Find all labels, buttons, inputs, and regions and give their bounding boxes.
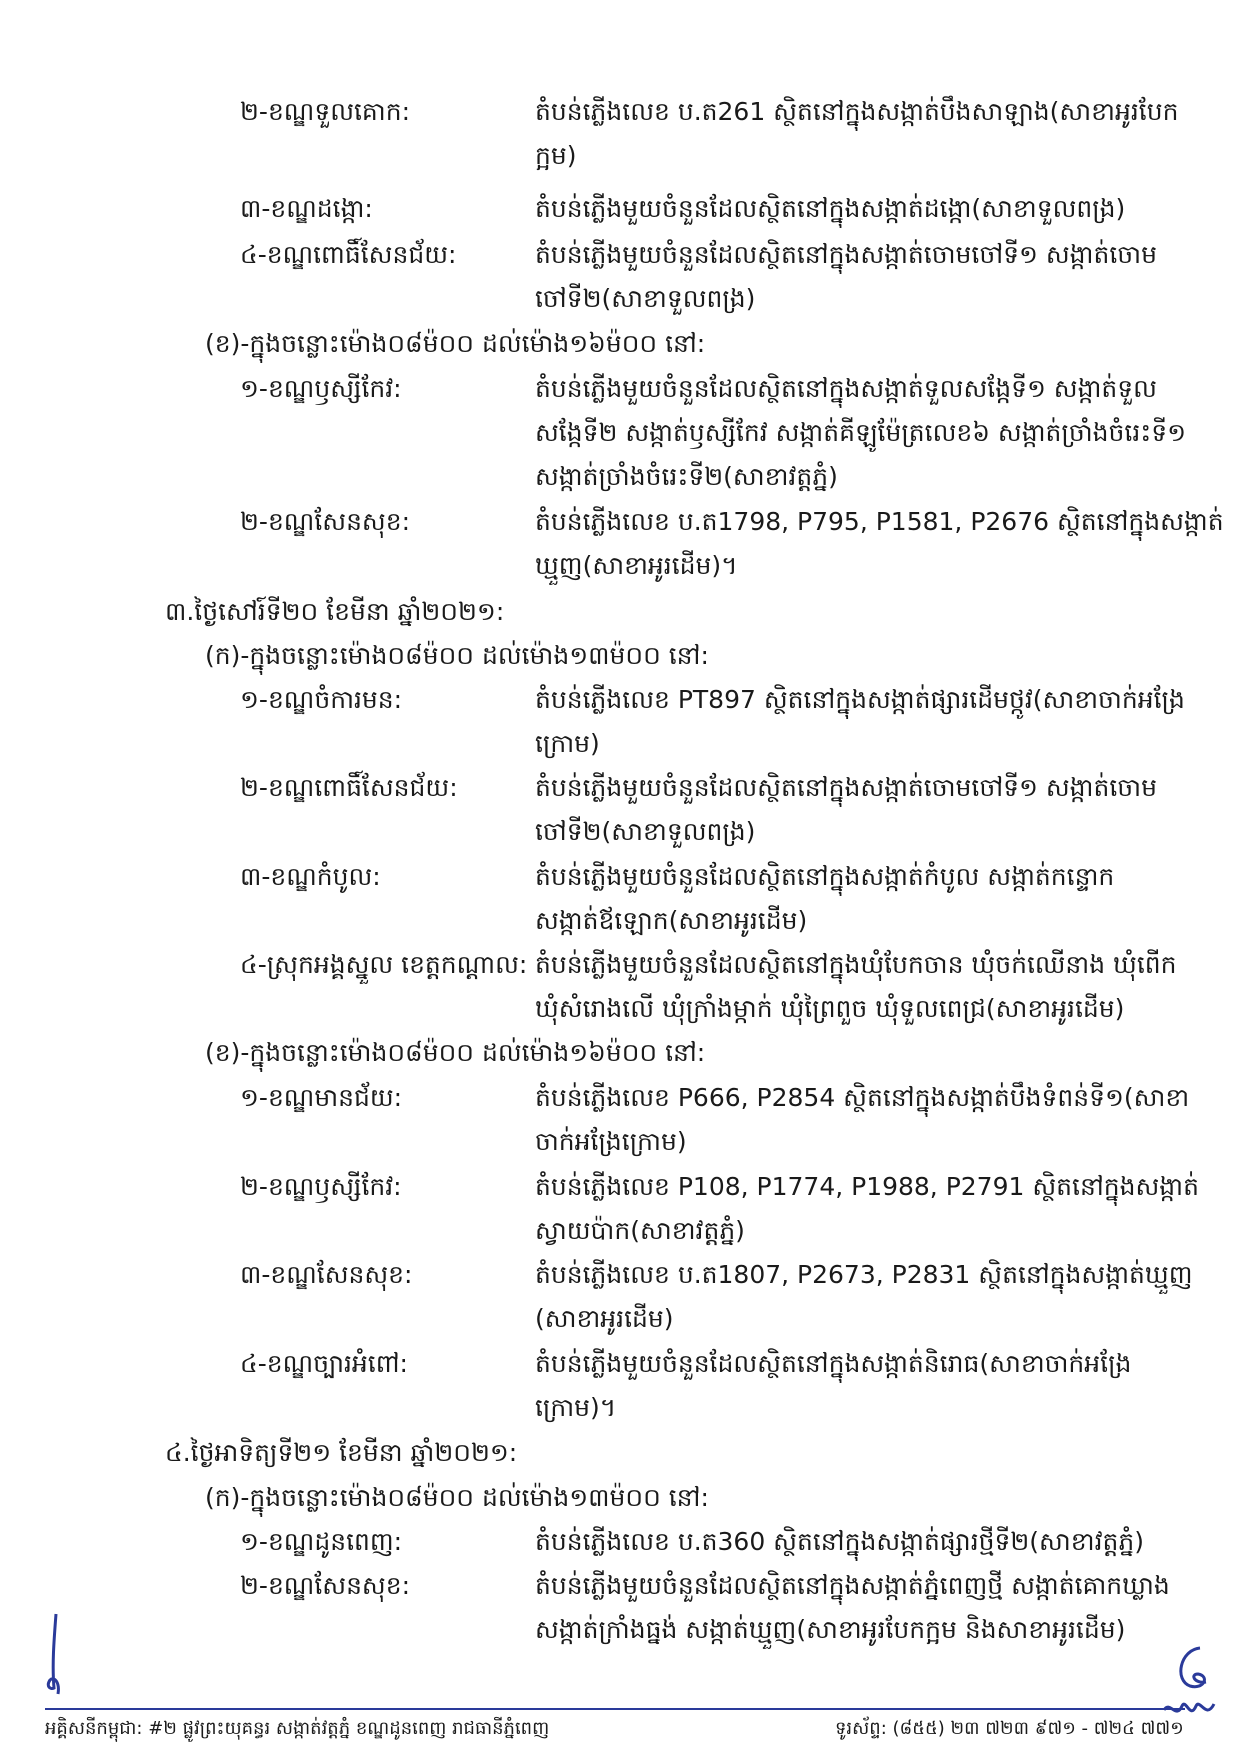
description-line: តំបន់ភ្លើងមួយចំនួនដែលស្ថិតនៅក្នុងសង្កាត់ចោមចៅទី១ សង្កាត់ចោម — [535, 773, 1157, 802]
district-label: ២-ខណ្ឌពោធិ៍សែនជ័យ: — [240, 773, 458, 802]
district-description — [535, 855, 1170, 943]
footer-phone: ទូរស័ព្ទ: (៨៥៥) ២៣ ៧២៣ ៩៧១ - ៧២៤ ៧៧១ — [835, 1718, 1184, 1739]
initial-mark-left — [40, 1610, 70, 1700]
district-description — [535, 90, 1179, 178]
district-description — [535, 766, 1170, 854]
description-line: តំបន់ភ្លើងមួយចំនួនដែលស្ថិតនៅក្នុងឃុំបែកចាន ឃុំចក់ឈើនាង ឃុំពើក — [535, 950, 1177, 979]
time-range-heading: (ក)-ក្នុងចន្លោះម៉ោង០៨ម៉០០ ដល់ម៉ោង១៣ម៉០០ នៅ: — [205, 1483, 709, 1512]
district-label: ៤-ស្រុកអង្គស្នួល ខេត្តកណ្ដាល: — [240, 950, 528, 979]
district-label: ២-ខណ្ឌឫស្សីកែវ: — [240, 1172, 402, 1201]
district-description — [535, 1564, 1170, 1652]
description-line: ចាក់អង្រែក្រោម) — [535, 1127, 687, 1156]
district-label: ៤-ខណ្ឌពោធិ៍សែនជ័យ: — [240, 240, 457, 269]
district-label: ១-ខណ្ឌចំការមន: — [240, 685, 403, 714]
district-label: ៣-ខណ្ឌសែនសុខ: — [240, 1260, 413, 1289]
description-line: តំបន់ភ្លើងមួយចំនួនដែលស្ថិតនៅក្នុងសង្កាត់ទួលសង្កែទី១ សង្កាត់ទួល — [535, 374, 1157, 403]
district-description — [535, 943, 1177, 1031]
description-line: ចៅទី២(សាខាទួលពង្រ) — [535, 284, 756, 313]
description-line: តំបន់ភ្លើងមួយចំនួនដែលស្ថិតនៅក្នុងសង្កាត់ភ្នំពេញថ្មី សង្កាត់គោកឃ្លាង — [535, 1571, 1170, 1600]
footer-address: អគ្គិសនីកម្ពុជា: #២ ផ្លូវព្រះយុគន្ធរ សង្កាត់វត្តភ្នំ ខណ្ឌដូនពេញ រាជធានីភ្នំពេញ — [45, 1718, 550, 1739]
description-line: តំបន់ភ្លើងមួយចំនួនដែលស្ថិតនៅក្នុងសង្កាត់និរោធ(សាខាចាក់អង្រែ — [535, 1349, 1132, 1378]
description-line: សង្កាត់ឪឡោក(សាខាអូរដើម) — [535, 906, 808, 935]
district-description — [535, 233, 1170, 321]
description-line: តំបន់ភ្លើងលេខ ប.ត360 ស្ថិតនៅក្នុងសង្កាត់ផ្សារថ្មីទី២(សាខាវត្តភ្នំ) — [535, 1527, 1145, 1556]
district-description — [535, 1342, 1170, 1430]
district-description — [535, 187, 1170, 231]
district-description — [535, 1165, 1199, 1253]
district-label: ១-ខណ្ឌដូនពេញ: — [240, 1527, 403, 1556]
district-description — [535, 367, 1187, 499]
description-line: ក្អម) — [535, 141, 577, 170]
description-line: តំបន់ភ្លើងមួយចំនួនដែលស្ថិតនៅក្នុងសង្កាត់កំបូល សង្កាត់កន្ទោក — [535, 862, 1115, 891]
description-line: តំបន់ភ្លើងលេខ PT897 ស្ថិតនៅក្នុងសង្កាត់ផ្សារដើមថ្កូវ(សាខាចាក់អង្រែ — [535, 685, 1185, 714]
description-line: ឃ្មួញ(សាខាអូរដើម)។ — [535, 551, 738, 580]
district-label: ១-ខណ្ឌមានជ័យ: — [240, 1083, 403, 1112]
description-line: ឃុំសំរោងលើ ឃុំក្រាំងម្កាក់ ឃុំព្រៃពួច ឃុំទួលពេជ្រ(សាខាអូរដើម) — [535, 994, 1125, 1023]
description-line: តំបន់ភ្លើងលេខ ប.ត1798, P795, P1581, P2676 ស្ថិតនៅក្នុងសង្កាត់ — [535, 507, 1224, 536]
district-description — [535, 1076, 1190, 1164]
district-description — [535, 1520, 1170, 1564]
district-label: ១-ខណ្ឌឫស្សីកែវ: — [240, 374, 402, 403]
district-description — [535, 1253, 1193, 1341]
district-label: ២-ខណ្ឌទួលគោក: — [240, 97, 411, 126]
description-line: តំបន់ភ្លើងលេខ P666, P2854 ស្ថិតនៅក្នុងសង្កាត់បឹងទំពន់ទី១(សាខា — [535, 1083, 1190, 1112]
footer-divider — [45, 1708, 1185, 1710]
description-line: សង្កែទី២ សង្កាត់ឫស្សីកែវ សង្កាត់គីឡូម៉ែត្រលេខ៦ សង្កាត់ច្រាំងចំរេះទី១ — [535, 418, 1187, 447]
district-label: ៤-ខណ្ឌច្បារអំពៅ: — [240, 1349, 408, 1378]
district-label: ៣-ខណ្ឌដង្កោ: — [240, 194, 373, 223]
description-line: (សាខាអូរដើម) — [535, 1304, 674, 1333]
district-label: ៣-ខណ្ឌកំបូល: — [240, 862, 381, 891]
time-range-heading: (ខ)-ក្នុងចន្លោះម៉ោង០៨ម៉០០ ដល់ម៉ោង១៦ម៉០០ នៅ: — [205, 329, 706, 358]
day-heading: ៣.ថ្ងៃសៅរ៍ទី២០ ខែមីនា ឆ្នាំ២០២១: — [165, 597, 505, 626]
district-description — [535, 500, 1224, 588]
district-label: ២-ខណ្ឌសែនសុខ: — [240, 1571, 411, 1600]
description-line: តំបន់ភ្លើងលេខ ប.ត261 ស្ថិតនៅក្នុងសង្កាត់បឹងសាឡាង(សាខាអូរបែក — [535, 97, 1179, 126]
description-line: ក្រោម)។ — [535, 1393, 617, 1422]
district-label: ២-ខណ្ឌសែនសុខ: — [240, 507, 411, 536]
description-line: សង្កាត់ច្រាំងចំរេះទី២(សាខាវត្តភ្នំ) — [535, 462, 838, 491]
description-line: តំបន់ភ្លើងមួយចំនួនដែលស្ថិតនៅក្នុងសង្កាត់ចោមចៅទី១ សង្កាត់ចោម — [535, 240, 1157, 269]
description-line: តំបន់ភ្លើងលេខ ប.ត1807, P2673, P2831 ស្ថិតនៅក្នុងសង្កាត់ឃ្មួញ — [535, 1260, 1193, 1289]
district-description — [535, 678, 1185, 766]
day-heading: ៤.ថ្ងៃអាទិត្យទី២១ ខែមីនា ឆ្នាំ២០២១: — [165, 1438, 518, 1467]
description-line: សង្កាត់ក្រាំងធ្នង់ សង្កាត់ឃ្មួញ(សាខាអូរបែកក្អម និងសាខាអូរដើម) — [535, 1615, 1126, 1644]
description-line: ស្វាយប៉ាក(សាខាវត្តភ្នំ) — [535, 1216, 745, 1245]
time-range-heading: (ខ)-ក្នុងចន្លោះម៉ោង០៨ម៉០០ ដល់ម៉ោង១៦ម៉០០ នៅ: — [205, 1038, 706, 1067]
description-line: ក្រោម) — [535, 729, 600, 758]
description-line: តំបន់ភ្លើងមួយចំនួនដែលស្ថិតនៅក្នុងសង្កាត់ដង្កោ(សាខាទួលពង្រ) — [535, 194, 1126, 223]
description-line: ចៅទី២(សាខាទួលពង្រ) — [535, 817, 756, 846]
description-line: តំបន់ភ្លើងលេខ P108, P1774, P1988, P2791 ស្ថិតនៅក្នុងសង្កាត់ — [535, 1172, 1199, 1201]
time-range-heading: (ក)-ក្នុងចន្លោះម៉ោង០៨ម៉០០ ដល់ម៉ោង១៣ម៉០០ នៅ: — [205, 641, 709, 670]
